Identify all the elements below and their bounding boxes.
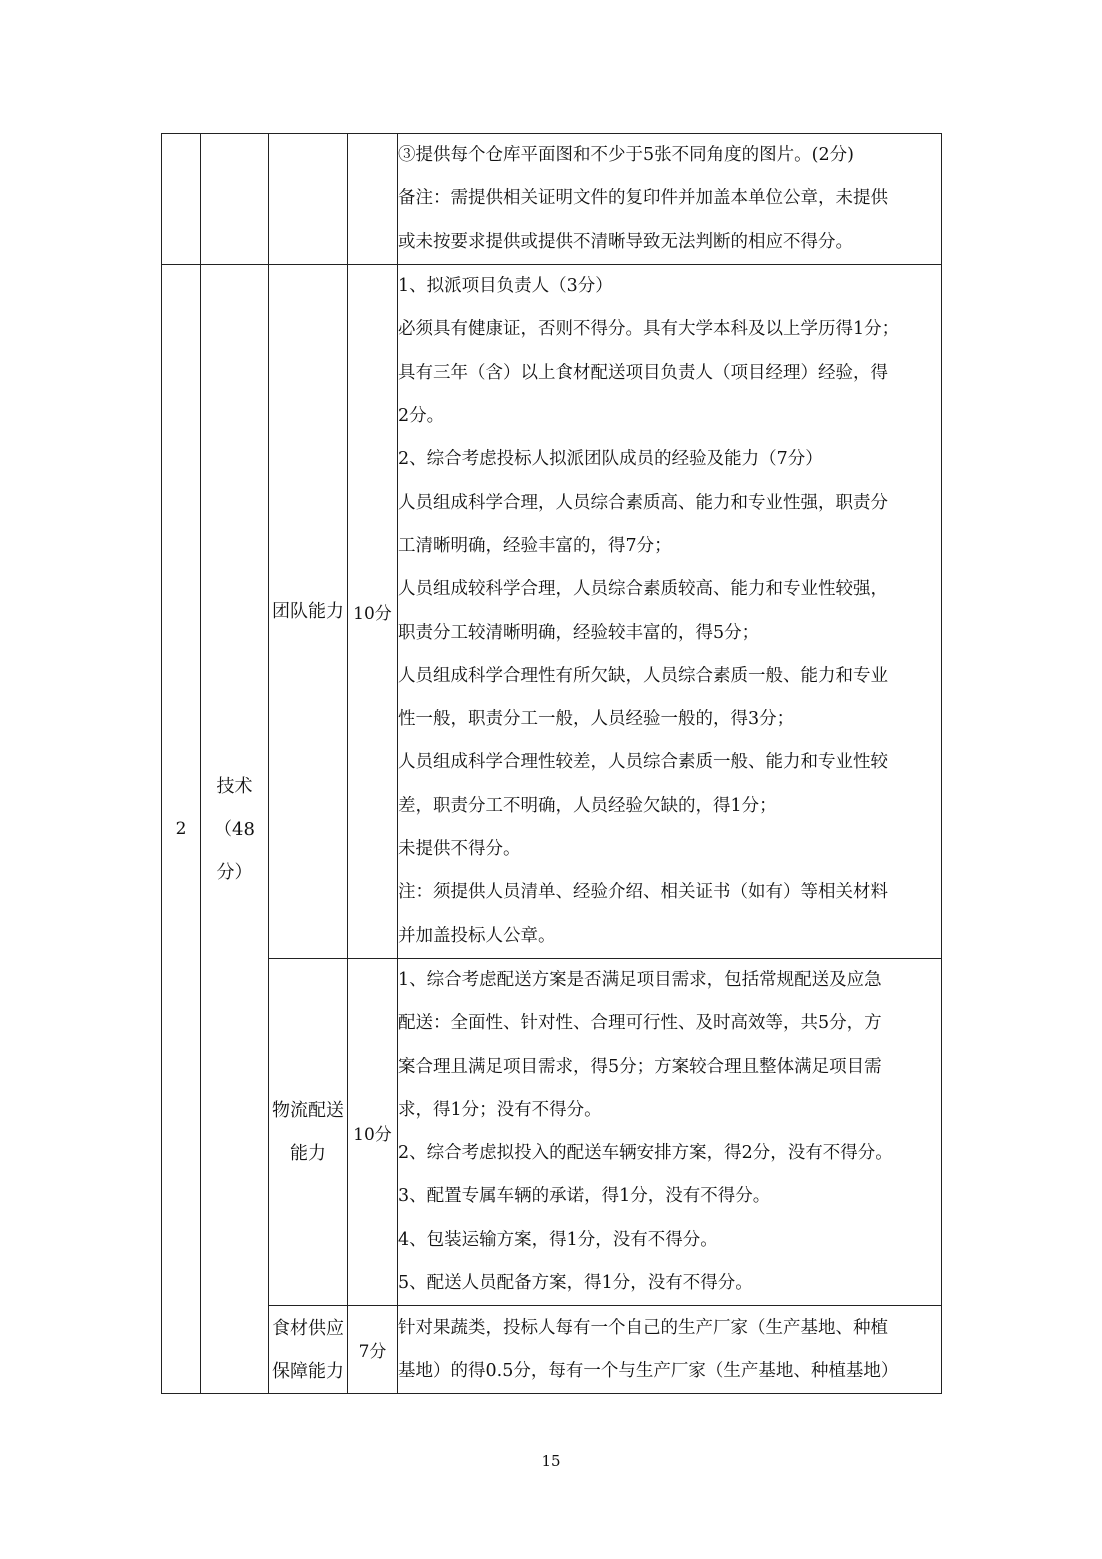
detail-line: 5、配送人员配备方案，得1分，没有不得分。 [398,1273,753,1294]
category-cell-empty [201,134,269,265]
item-cell-empty [269,134,348,265]
detail-line: 4、包装运输方案，得1分，没有不得分。 [398,1229,718,1250]
detail-line: 备注：需提供相关证明文件的复印件并加盖本单位公章，未提供 [398,188,888,209]
item-name-line: 能力 [290,1143,326,1165]
table-row-logistics [162,959,942,1306]
item-name-cell [269,959,348,1306]
detail-line: 求，得1分；没有不得分。 [398,1099,602,1120]
detail-line: 2、综合考虑投标人拟派团队成员的经验及能力（7分） [398,449,823,470]
section-number: 2 [162,265,201,1394]
item-name-line: 食材供应 [272,1317,344,1339]
item-name-cell [269,265,348,959]
score-cell-empty [348,134,398,265]
item-score: 7分 [348,1306,398,1394]
detail-line: 人员组成科学合理，人员综合素质高、能力和专业性强，职责分 [398,492,888,513]
page-number: 15 [541,1452,561,1470]
detail-cell [398,265,942,959]
detail-line: 1、综合考虑配送方案是否满足项目需求，包括常规配送及应急 [398,970,882,990]
detail-line: 2分。 [398,406,445,427]
category-cell [201,265,269,1394]
detail-line: 或未按要求提供或提供不清晰导致无法判断的相应不得分。 [398,231,853,252]
detail-line: 3、配置专属车辆的承诺，得1分，没有不得分。 [398,1186,771,1207]
detail-line: 2、综合考虑拟投入的配送车辆安排方案，得2分，没有不得分。 [398,1143,893,1164]
item-name-line: 团队能力 [272,601,344,622]
detail-line: 1、拟派项目负责人（3分） [398,276,613,297]
detail-line: 未提供不得分。 [398,838,521,859]
number-cell-empty [162,134,201,265]
item-score: 10分 [348,265,398,959]
item-name-cell [269,1306,348,1394]
detail-line: 案合理且满足项目需求，得5分；方案较合理且整体满足项目需 [398,1056,882,1077]
detail-cell [398,134,942,265]
detail-line: 针对果蔬类，投标人每有一个自己的生产厂家（生产基地、种植 [398,1317,888,1338]
detail-line: 具有三年（含）以上食材配送项目负责人（项目经理）经验，得 [398,362,888,383]
detail-line: 职责分工较清晰明确，经验较丰富的，得5分； [398,622,760,643]
category-line: 分） [216,861,253,883]
detail-cell [398,959,942,1306]
detail-line: 差，职责分工不明确，人员经验欠缺的，得1分； [398,795,777,816]
detail-line: 并加盖投标人公章。 [398,925,556,946]
detail-line: 必须具有健康证，否则不得分。具有大学本科及以上学历得1分； [398,319,900,340]
detail-line: 性一般，职责分工一般，人员经验一般的，得3分； [398,709,795,730]
item-name-line: 物流配送 [272,1100,344,1122]
detail-line: 工清晰明确，经验丰富的，得7分； [398,535,672,556]
detail-line: 人员组成科学合理性有所欠缺，人员综合素质一般、能力和专业 [398,665,888,686]
detail-cell [398,1306,942,1394]
category-line: 技术 [216,775,253,797]
detail-line: 注：须提供人员清单、经验介绍、相关证书（如有）等相关材料 [398,882,888,903]
item-score: 10分 [348,959,398,1306]
detail-line: ③提供每个仓库平面图和不少于5张不同角度的图片。(2分) [398,145,854,166]
item-name-line: 保障能力 [272,1360,344,1382]
category-line: （48 [214,818,255,840]
table-row-continuation [162,134,942,265]
detail-line: 配送：全面性、针对性、合理可行性、及时高效等，共5分，方 [398,1013,882,1034]
table-row-food-supply [162,1306,942,1394]
detail-line: 人员组成科学合理性较差，人员综合素质一般、能力和专业性较 [398,752,888,773]
detail-line: 基地）的得0.5分，每有一个与生产厂家（生产基地、种植基地） [398,1360,899,1381]
scoring-table [161,133,942,1394]
detail-line: 人员组成较科学合理，人员综合素质较高、能力和专业性较强， [398,579,888,600]
table-row-team-ability [162,265,942,959]
